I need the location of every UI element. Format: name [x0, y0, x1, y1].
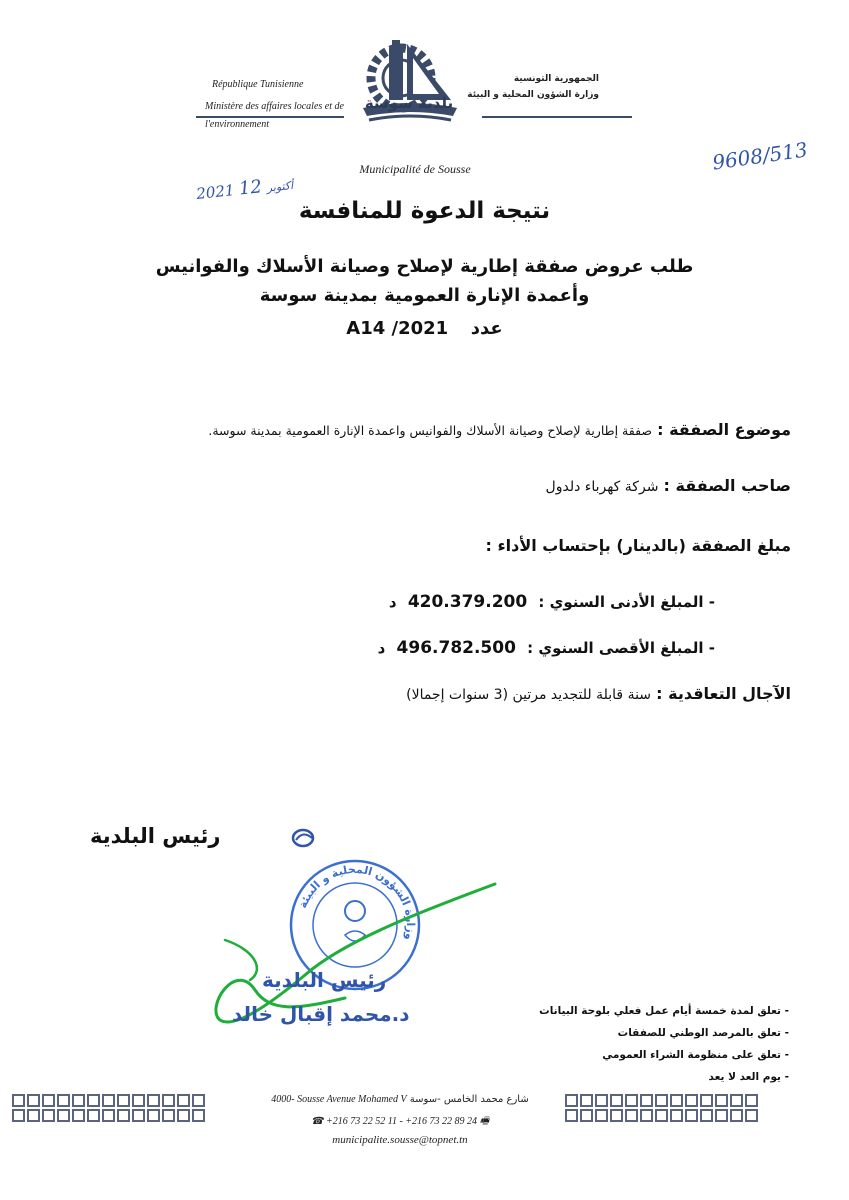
owner-label: صاحب الصفقة :: [663, 476, 791, 495]
date-day: 12: [237, 176, 263, 200]
note-item: - تعلق بالمرصد الوطني للصفقات: [617, 1027, 789, 1039]
note-item: - تعلق لمدة خمسة أيام عمل فعلي بلوحة البيانات: [539, 1005, 789, 1017]
header-rule-right: [482, 116, 632, 118]
max-amount-row: [378, 638, 715, 658]
subject-row: [208, 420, 791, 439]
term-value: سنة قابلة للتجديد مرتين (3 سنوات إجمالا): [406, 687, 652, 703]
handwritten-ref-number: 9608/513: [710, 137, 810, 175]
municipality-logo: [355, 30, 465, 145]
date-month: أكتوبر: [266, 178, 294, 195]
stamp-ring-text: وزارة الشؤون المحلية و البيئة: [296, 862, 418, 942]
footer-address-ar: شارع محمد الخامس -سوسة: [409, 1094, 529, 1105]
page-title: نتيجة الدعوة للمنافسة: [298, 198, 551, 224]
signatory-name: د.محمد إقبال خالد: [232, 1002, 410, 1026]
tender-title-line2: وأعمدة الإنارة العمومية بمدينة سوسة: [259, 285, 590, 306]
owner-row: [546, 476, 791, 495]
header-ar-line2: وزارة الشؤون المحلية و البيئة: [467, 90, 599, 100]
date-year: 2021: [195, 181, 236, 204]
max-amount-unit: د: [377, 639, 386, 657]
term-row: [406, 684, 791, 703]
min-amount-label: - المبلغ الأدنى السنوي :: [538, 593, 715, 611]
tender-number-value: A14 /2021: [346, 318, 449, 339]
signature-mark-icon: [290, 826, 316, 850]
logo-caption: بلدية سوسة: [364, 94, 454, 112]
tender-number-label: عدد: [470, 318, 503, 339]
note-item: - يوم العد لا يعد: [708, 1071, 789, 1083]
footer-email: municipalite.sousse@topnet.tn: [332, 1134, 468, 1146]
header-fr-line2: Ministère des affaires locales et de: [205, 101, 344, 112]
term-label: الآجال التعاقدية :: [656, 684, 791, 703]
amount-row: [485, 536, 791, 555]
header-fr-line1: République Tunisienne: [212, 79, 304, 90]
footer-address: [240, 1094, 560, 1105]
header-fr-line3: l'environnement: [205, 119, 269, 130]
subject-value: صفقة إطارية لإصلاح وصيانة الأسلاك والفوانيس واعمدة الإنارة العمومية بمدينة سوسة.: [208, 423, 653, 438]
max-amount-label: - المبلغ الأقصى السنوي :: [527, 639, 715, 657]
footer-phones: ☎ +216 73 22 52 11 - +216 73 22 89 24 🖷: [311, 1116, 489, 1127]
footer-address-fr: 4000- Sousse Avenue Mohamed V: [271, 1094, 407, 1105]
amount-label: مبلغ الصفقة (بالدينار) بإحتساب الأداء :: [485, 536, 791, 555]
footer-pattern-left: [12, 1094, 205, 1124]
header-rule-left: [196, 116, 344, 118]
max-amount-value: 496.782.500: [396, 638, 516, 658]
tender-number: [0, 318, 849, 339]
tender-title-line1: طلب عروض صفقة إطارية لإصلاح وصيانة الأسلاك والفوانيس: [155, 256, 694, 277]
subject-label: موضوع الصفقة :: [657, 420, 791, 439]
note-item: - تعلق على منظومة الشراء العمومي: [602, 1049, 789, 1061]
owner-value: شركة كهرباء دلدول: [545, 479, 659, 495]
header-ar-line1: الجمهورية التونسية: [513, 74, 599, 84]
min-amount-row: [389, 592, 715, 612]
min-amount-unit: د: [388, 593, 397, 611]
posting-notes: [539, 1000, 789, 1088]
signatory-title: رئيس البلدية: [90, 824, 221, 848]
footer-pattern-right: [565, 1094, 758, 1124]
stamp-title: رئيس البلدية: [262, 968, 387, 992]
municipality-name-fr: Municipalité de Sousse: [359, 162, 471, 176]
min-amount-value: 420.379.200: [407, 592, 528, 612]
